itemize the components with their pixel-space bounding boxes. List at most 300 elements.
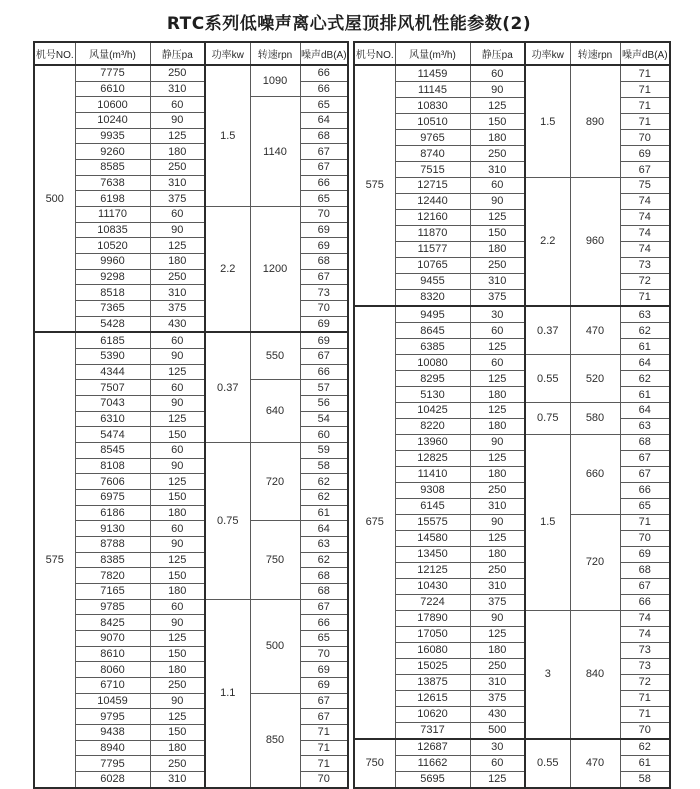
spec-row [34,693,348,709]
spec-row [34,411,348,427]
static-pressure-cell: 90 [470,434,525,450]
static-pressure-cell: 310 [470,674,525,690]
spec-row [354,257,670,273]
airflow-cell: 8060 [75,662,150,678]
machine-no-cell: 675 [354,306,395,739]
static-pressure-cell: 375 [150,191,205,207]
static-pressure-cell: 180 [470,130,525,146]
airflow-cell: 8385 [75,552,150,568]
spec-row [34,443,348,459]
noise-cell: 71 [620,289,670,306]
spec-row [354,323,670,339]
noise-cell: 68 [300,583,348,599]
static-pressure-cell: 60 [150,599,205,615]
noise-cell: 68 [300,128,348,144]
static-pressure-cell: 60 [470,323,525,339]
airflow-cell: 11170 [75,207,150,223]
speed-cell: 580 [570,403,620,435]
static-pressure-cell: 180 [150,505,205,521]
static-pressure-cell: 150 [470,225,525,241]
spec-row [34,269,348,285]
spec-row [354,65,670,82]
airflow-cell: 6028 [75,771,150,788]
static-pressure-cell: 150 [150,490,205,506]
table-body-left [34,65,348,788]
airflow-cell: 8220 [395,418,470,434]
power-cell: 2.2 [525,178,570,306]
static-pressure-cell: 250 [470,562,525,578]
spec-row [354,674,670,690]
speed-cell: 1140 [250,97,300,207]
airflow-cell: 9495 [395,306,470,323]
noise-cell: 71 [300,740,348,756]
airflow-cell: 8740 [395,146,470,162]
static-pressure-cell: 180 [470,387,525,403]
power-cell: 0.75 [205,443,250,600]
noise-cell: 74 [620,241,670,257]
noise-cell: 62 [620,371,670,387]
spec-row [354,594,670,610]
static-pressure-cell: 60 [150,521,205,537]
spec-row [354,193,670,209]
noise-cell: 64 [300,521,348,537]
airflow-cell: 12615 [395,690,470,706]
static-pressure-cell: 150 [150,427,205,443]
static-pressure-cell: 30 [470,306,525,323]
noise-cell: 71 [300,756,348,772]
static-pressure-cell: 125 [470,450,525,466]
airflow-cell: 11145 [395,82,470,98]
noise-cell: 66 [300,615,348,631]
spec-row [354,209,670,225]
airflow-cell: 5695 [395,771,470,788]
spec-row [34,396,348,412]
noise-cell: 57 [300,380,348,396]
speed-cell: 520 [570,355,620,403]
header-row [354,42,670,65]
spec-row [354,706,670,722]
spec-row [354,482,670,498]
spec-row [354,355,670,371]
static-pressure-cell: 125 [470,530,525,546]
static-pressure-cell: 250 [150,756,205,772]
airflow-cell: 6975 [75,490,150,506]
spec-row [34,128,348,144]
speed-cell: 470 [570,739,620,788]
spec-row [354,418,670,434]
airflow-cell: 8425 [75,615,150,631]
noise-cell: 69 [300,316,348,332]
noise-cell: 62 [300,490,348,506]
power-cell: 0.75 [525,403,570,435]
noise-cell: 75 [620,178,670,194]
noise-cell: 54 [300,411,348,427]
spec-row [34,81,348,97]
noise-cell: 67 [300,693,348,709]
page-title: RTC系列低噪声离心式屋顶排风机性能参数(2) [166,14,532,34]
spec-row [354,498,670,514]
spec-row [354,514,670,530]
spec-row [34,740,348,756]
noise-cell: 66 [300,175,348,191]
noise-cell: 71 [300,724,348,740]
static-pressure-cell: 90 [470,82,525,98]
static-pressure-cell: 310 [150,771,205,788]
spec-row [354,289,670,306]
spec-row [354,114,670,130]
static-pressure-cell: 125 [470,339,525,355]
noise-cell: 71 [620,98,670,114]
spec-row [354,450,670,466]
spec-row [354,530,670,546]
static-pressure-cell: 90 [150,615,205,631]
spec-row [354,755,670,771]
airflow-cell: 12825 [395,450,470,466]
static-pressure-cell: 90 [150,396,205,412]
airflow-cell: 8108 [75,458,150,474]
spec-row [34,677,348,693]
airflow-cell: 10835 [75,222,150,238]
noise-cell: 62 [620,739,670,756]
noise-cell: 58 [620,771,670,788]
noise-cell: 74 [620,209,670,225]
airflow-cell: 9070 [75,630,150,646]
static-pressure-cell: 90 [470,514,525,530]
static-pressure-cell: 125 [150,411,205,427]
spec-row [34,253,348,269]
noise-cell: 74 [620,610,670,626]
airflow-cell: 9455 [395,273,470,289]
spec-row [354,371,670,387]
spec-row [34,583,348,599]
speed-cell: 660 [570,434,620,514]
noise-cell: 66 [300,65,348,81]
speed-cell: 1090 [250,65,300,97]
airflow-cell: 8320 [395,289,470,306]
airflow-cell: 16080 [395,642,470,658]
airflow-cell: 9308 [395,482,470,498]
noise-cell: 67 [620,578,670,594]
col-header-2: 风量(m³/h) [395,42,470,65]
static-pressure-cell: 125 [150,364,205,380]
spec-row [354,546,670,562]
noise-cell: 69 [620,546,670,562]
spec-row [34,490,348,506]
noise-cell: 70 [300,646,348,662]
noise-cell: 69 [300,238,348,254]
static-pressure-cell: 430 [150,316,205,332]
spec-row [354,273,670,289]
noise-cell: 67 [300,349,348,365]
airflow-cell: 13960 [395,434,470,450]
noise-cell: 61 [620,339,670,355]
noise-cell: 61 [620,755,670,771]
noise-cell: 70 [620,130,670,146]
noise-cell: 66 [300,81,348,97]
noise-cell: 67 [620,466,670,482]
spec-row [354,578,670,594]
spec-row [34,537,348,553]
noise-cell: 69 [300,662,348,678]
airflow-cell: 11459 [395,65,470,82]
noise-cell: 68 [620,434,670,450]
airflow-cell: 12687 [395,739,470,756]
col-header-3: 静压pa [150,42,205,65]
noise-cell: 74 [620,225,670,241]
static-pressure-cell: 150 [470,114,525,130]
fan-spec-table-right [353,41,671,789]
airflow-cell: 6185 [75,332,150,348]
static-pressure-cell: 125 [150,128,205,144]
airflow-cell: 6710 [75,677,150,693]
power-cell: 3 [525,610,570,738]
noise-cell: 65 [620,498,670,514]
airflow-cell: 7638 [75,175,150,191]
static-pressure-cell: 60 [470,355,525,371]
noise-cell: 63 [620,418,670,434]
static-pressure-cell: 125 [150,630,205,646]
static-pressure-cell: 250 [470,257,525,273]
static-pressure-cell: 150 [150,646,205,662]
static-pressure-cell: 430 [470,706,525,722]
static-pressure-cell: 90 [150,693,205,709]
noise-cell: 67 [300,599,348,615]
static-pressure-cell: 125 [470,626,525,642]
speed-cell: 720 [250,443,300,521]
airflow-cell: 6610 [75,81,150,97]
noise-cell: 65 [300,97,348,113]
airflow-cell: 10425 [395,403,470,419]
noise-cell: 71 [620,82,670,98]
spec-row [34,662,348,678]
static-pressure-cell: 180 [150,583,205,599]
airflow-cell: 7820 [75,568,150,584]
speed-cell: 640 [250,380,300,443]
spec-row [354,722,670,739]
table-header-right [354,42,670,65]
static-pressure-cell: 250 [150,65,205,81]
static-pressure-cell: 180 [150,662,205,678]
spec-row [354,387,670,403]
machine-no-cell: 750 [354,739,395,788]
airflow-cell: 9298 [75,269,150,285]
spec-row [354,403,670,419]
airflow-cell: 7507 [75,380,150,396]
machine-no-cell: 575 [34,332,75,788]
airflow-cell: 12440 [395,193,470,209]
power-cell: 1.5 [525,434,570,610]
static-pressure-cell: 125 [470,403,525,419]
static-pressure-cell: 90 [470,610,525,626]
spec-row [34,349,348,365]
spec-row [354,610,670,626]
spec-row [354,306,670,323]
static-pressure-cell: 180 [470,642,525,658]
airflow-cell: 6186 [75,505,150,521]
spec-row [354,434,670,450]
airflow-cell: 7317 [395,722,470,739]
static-pressure-cell: 125 [470,371,525,387]
spec-row [354,626,670,642]
static-pressure-cell: 310 [470,578,525,594]
noise-cell: 70 [620,722,670,739]
airflow-cell: 10080 [395,355,470,371]
airflow-cell: 8788 [75,537,150,553]
airflow-cell: 10765 [395,257,470,273]
static-pressure-cell: 125 [150,474,205,490]
noise-cell: 63 [620,306,670,323]
spec-row [354,562,670,578]
airflow-cell: 7043 [75,396,150,412]
power-cell: 1.1 [205,599,250,788]
col-header-6: 噪声dB(A) [620,42,670,65]
col-header-5: 转速rpn [570,42,620,65]
col-header-5: 转速rpn [250,42,300,65]
spec-row [354,241,670,257]
table-body-right [354,65,670,788]
static-pressure-cell: 375 [470,594,525,610]
static-pressure-cell: 310 [470,273,525,289]
airflow-cell: 7165 [75,583,150,599]
noise-cell: 61 [620,387,670,403]
spec-row [354,739,670,756]
speed-cell: 500 [250,599,300,693]
airflow-cell: 9260 [75,144,150,160]
static-pressure-cell: 250 [150,160,205,176]
static-pressure-cell: 125 [150,552,205,568]
airflow-cell: 12715 [395,178,470,194]
static-pressure-cell: 375 [470,289,525,306]
noise-cell: 67 [620,162,670,178]
static-pressure-cell: 90 [470,193,525,209]
spec-row [34,364,348,380]
spec-row [354,658,670,674]
static-pressure-cell: 60 [150,380,205,396]
static-pressure-cell: 150 [150,724,205,740]
airflow-cell: 6198 [75,191,150,207]
airflow-cell: 11870 [395,225,470,241]
noise-cell: 71 [620,690,670,706]
speed-cell: 960 [570,178,620,306]
static-pressure-cell: 150 [150,568,205,584]
noise-cell: 66 [620,482,670,498]
static-pressure-cell: 180 [150,144,205,160]
power-cell: 0.37 [525,306,570,355]
static-pressure-cell: 125 [470,98,525,114]
speed-cell: 840 [570,610,620,738]
col-header-4: 功率kw [205,42,250,65]
spec-row [34,332,348,348]
spec-row [34,300,348,316]
table-header-left [34,42,348,65]
power-cell: 2.2 [205,207,250,333]
noise-cell: 64 [620,355,670,371]
speed-cell: 720 [570,514,620,610]
static-pressure-cell: 310 [470,498,525,514]
static-pressure-cell: 125 [150,709,205,725]
noise-cell: 68 [300,568,348,584]
noise-cell: 73 [620,642,670,658]
noise-cell: 62 [620,323,670,339]
airflow-cell: 7775 [75,65,150,81]
col-header-1: 机号NO. [34,42,75,65]
static-pressure-cell: 180 [470,546,525,562]
noise-cell: 62 [300,474,348,490]
spec-row [354,642,670,658]
static-pressure-cell: 375 [470,690,525,706]
static-pressure-cell: 60 [150,443,205,459]
noise-cell: 56 [300,396,348,412]
airflow-cell: 6145 [395,498,470,514]
spec-row [34,191,348,207]
noise-cell: 67 [300,709,348,725]
airflow-cell: 9438 [75,724,150,740]
noise-cell: 70 [620,530,670,546]
static-pressure-cell: 125 [470,771,525,788]
airflow-cell: 11410 [395,466,470,482]
static-pressure-cell: 90 [150,537,205,553]
spec-row [354,466,670,482]
static-pressure-cell: 310 [150,175,205,191]
spec-row [34,427,348,443]
noise-cell: 70 [300,207,348,223]
noise-cell: 67 [300,160,348,176]
airflow-cell: 7224 [395,594,470,610]
power-cell: 1.5 [205,65,250,207]
static-pressure-cell: 250 [470,146,525,162]
speed-cell: 890 [570,65,620,178]
noise-cell: 65 [300,191,348,207]
airflow-cell: 10520 [75,238,150,254]
static-pressure-cell: 250 [150,677,205,693]
speed-cell: 1200 [250,207,300,333]
col-header-1: 机号NO. [354,42,395,65]
airflow-cell: 8585 [75,160,150,176]
static-pressure-cell: 250 [470,482,525,498]
spec-row [34,474,348,490]
speed-cell: 550 [250,332,300,380]
airflow-cell: 5428 [75,316,150,332]
spec-row [34,113,348,129]
airflow-cell: 8545 [75,443,150,459]
noise-cell: 70 [300,771,348,788]
col-header-6: 噪声dB(A) [300,42,348,65]
spec-row [34,709,348,725]
spec-row [34,222,348,238]
spec-row [354,98,670,114]
airflow-cell: 15575 [395,514,470,530]
spec-row [34,724,348,740]
noise-cell: 69 [300,332,348,348]
spec-row [354,130,670,146]
col-header-2: 风量(m³/h) [75,42,150,65]
noise-cell: 71 [620,706,670,722]
airflow-cell: 4344 [75,364,150,380]
noise-cell: 61 [300,505,348,521]
spec-row [354,162,670,178]
header-row [34,42,348,65]
noise-cell: 65 [300,630,348,646]
static-pressure-cell: 310 [150,285,205,301]
noise-cell: 69 [620,146,670,162]
airflow-cell: 9960 [75,253,150,269]
noise-cell: 60 [300,427,348,443]
noise-cell: 71 [620,65,670,82]
noise-cell: 72 [620,674,670,690]
noise-cell: 74 [620,626,670,642]
airflow-cell: 15025 [395,658,470,674]
spec-row [34,65,348,81]
